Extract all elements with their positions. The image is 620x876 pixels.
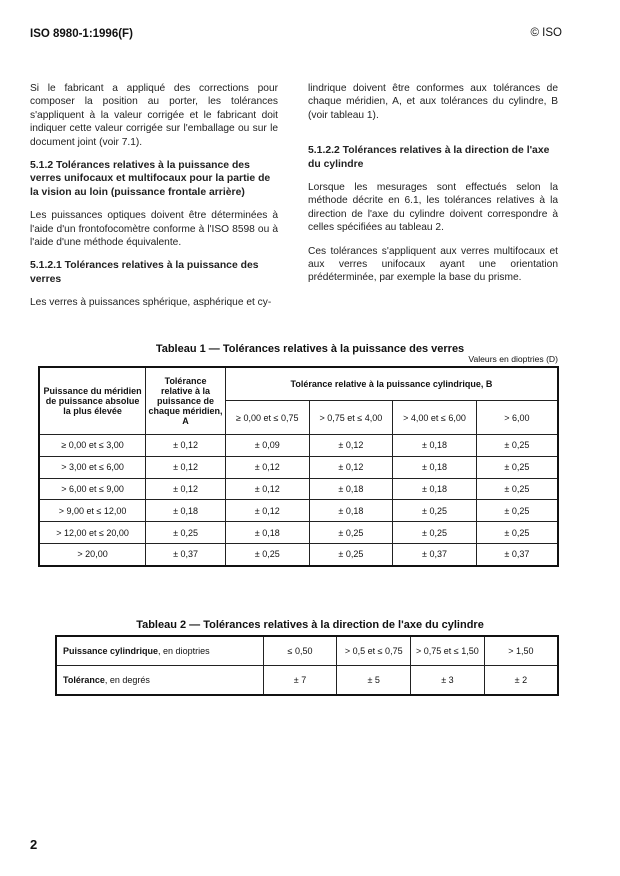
table1-row [39,456,558,478]
table2-row-tolerance [56,666,558,696]
table-cell: ± 0,12 [309,456,393,478]
table1-row-label: > 6,00 et ≤ 9,00 [39,478,146,500]
table2-row-power [56,636,558,666]
table2-row-label [56,636,263,666]
table1-subheader: > 4,00 et ≤ 6,00 [393,401,477,435]
paragraph: Les puissances optiques doivent être déterminées à l'aide d'un frontofocomètre conforme à l'ISO 8598 ou à l'aide d'une méthode équivalente. [30,210,278,249]
table-cell: ± 0,12 [225,456,309,478]
table1-row [39,543,558,565]
table-cell: ± 0,25 [146,522,226,544]
table-cell: > 0,75 et ≤ 1,50 [411,636,485,666]
table-cell: ≤ 0,50 [263,636,337,666]
label-rest: , en dioptries [158,646,210,656]
table1-row-label: > 3,00 et ≤ 6,00 [39,456,146,478]
paragraph: Les verres à puissances sphérique, asphérique et cy- [30,297,272,309]
table-cell: ± 0,25 [309,543,393,565]
table-cell: ± 0,18 [309,478,393,500]
table1-title: Tableau 1 — Tolérances relatives à la puissance des verres [155,343,465,355]
table-cell: ± 0,18 [393,435,477,457]
section-heading-5-1-2: 5.1.2 Tolérances relatives à la puissance des verres unifocaux et multifocaux pour la partie de la vision au loin (puissance frontale arrière) [30,160,271,198]
table1-units: Valeurs en dioptries (D) [468,354,558,364]
table-cell: ± 0,12 [225,500,309,522]
table-cell: ± 0,25 [309,522,393,544]
table-cell: ± 0,25 [476,435,558,457]
table-cell: > 1,50 [484,636,558,666]
table1-header-group: Tolérance relative à la puissance cylindrique, B [225,367,558,401]
table-cell: ± 7 [263,666,337,696]
table-cell: ± 0,12 [146,478,226,500]
table1-row-label: > 20,00 [39,543,146,565]
table-cell: ± 0,12 [146,435,226,457]
table-cell: ± 0,25 [225,543,309,565]
table1-row [39,522,558,544]
table1-header-col1: Puissance du méridien de puissance absolue la plus élevée [39,367,146,435]
table-cell: ± 0,25 [476,478,558,500]
table1-subheader: ≥ 0,00 et ≤ 0,75 [225,401,309,435]
paragraph: Ces tolérances s'appliquent aux verres multifocaux et aux verres unifocaux ayant une orientation prédéterminée, par exemple la base du prisme. [308,245,558,284]
table-cell: ± 0,09 [225,435,309,457]
right-column [308,82,558,295]
left-column [30,82,278,320]
table-cell: ± 0,12 [309,435,393,457]
table-cell: ± 0,18 [225,522,309,544]
table-cell: ± 0,37 [146,543,226,565]
copyright: © ISO [530,27,562,39]
table-cell: > 0,5 et ≤ 0,75 [337,636,411,666]
table-cell: ± 2 [484,666,558,696]
table-cell: ± 0,18 [309,500,393,522]
table2 [55,635,559,696]
table1-subheader: > 0,75 et ≤ 4,00 [309,401,393,435]
table-cell: ± 0,25 [476,456,558,478]
table-cell: ± 0,25 [393,522,477,544]
label-bold: Tolérance [63,675,105,685]
paragraph: lindrique doivent être conformes aux tolérances de chaque méridien, A, et aux tolérances du cylindre, B (voir tableau 1). [308,83,558,121]
table1-row-label: ≥ 0,00 et ≤ 3,00 [39,435,146,457]
paragraph: Si le fabricant a appliqué des corrections pour composer la position au porter, les tolérances s'appliquent à la valeur corrigée et le fabricant doit indiquer cette valeur corrigée sur l'emballage ou sur le document joint (voir 7.1). [30,83,278,148]
table1-row [39,500,558,522]
table-cell: ± 0,25 [476,522,558,544]
table1-header-col2: Tolérance relative à la puissance de chaque méridien, A [146,367,226,435]
table1 [38,366,559,567]
table-cell: ± 0,25 [393,500,477,522]
table1-row-label: > 9,00 et ≤ 12,00 [39,500,146,522]
table1-row [39,435,558,457]
table-cell: ± 0,37 [393,543,477,565]
table-cell: ± 0,18 [393,478,477,500]
table-cell: ± 0,25 [476,500,558,522]
table-cell: ± 0,37 [476,543,558,565]
table2-row-label [56,666,263,696]
page-number: 2 [30,837,38,852]
section-heading-5-1-2-2: 5.1.2.2 Tolérances relatives à la direction de l'axe du cylindre [308,145,550,170]
table-cell: ± 5 [337,666,411,696]
table1-subheader: > 6,00 [476,401,558,435]
label-bold: Puissance cylindrique [63,646,159,656]
table-cell: ± 0,18 [393,456,477,478]
section-heading-5-1-2-1: 5.1.2.1 Tolérances relatives à la puissance des verres [30,260,259,285]
table-cell: ± 0,12 [146,456,226,478]
doc-id: ISO 8980-1:1996(F) [30,28,133,40]
table-cell: ± 0,12 [225,478,309,500]
table2-title: Tableau 2 — Tolérances relatives à la direction de l'axe du cylindre [136,619,484,631]
table-cell: ± 0,18 [146,500,226,522]
table-cell: ± 3 [411,666,485,696]
paragraph: Lorsque les mesurages sont effectués selon la méthode décrite en 6.1, les tolérances relatives à la direction de l'axe du cylindre doivent correspondre à celles spécifiées au tableau 2. [308,182,558,234]
label-rest: , en degrés [104,675,150,685]
table1-row-label: > 12,00 et ≤ 20,00 [39,522,146,544]
table1-row [39,478,558,500]
